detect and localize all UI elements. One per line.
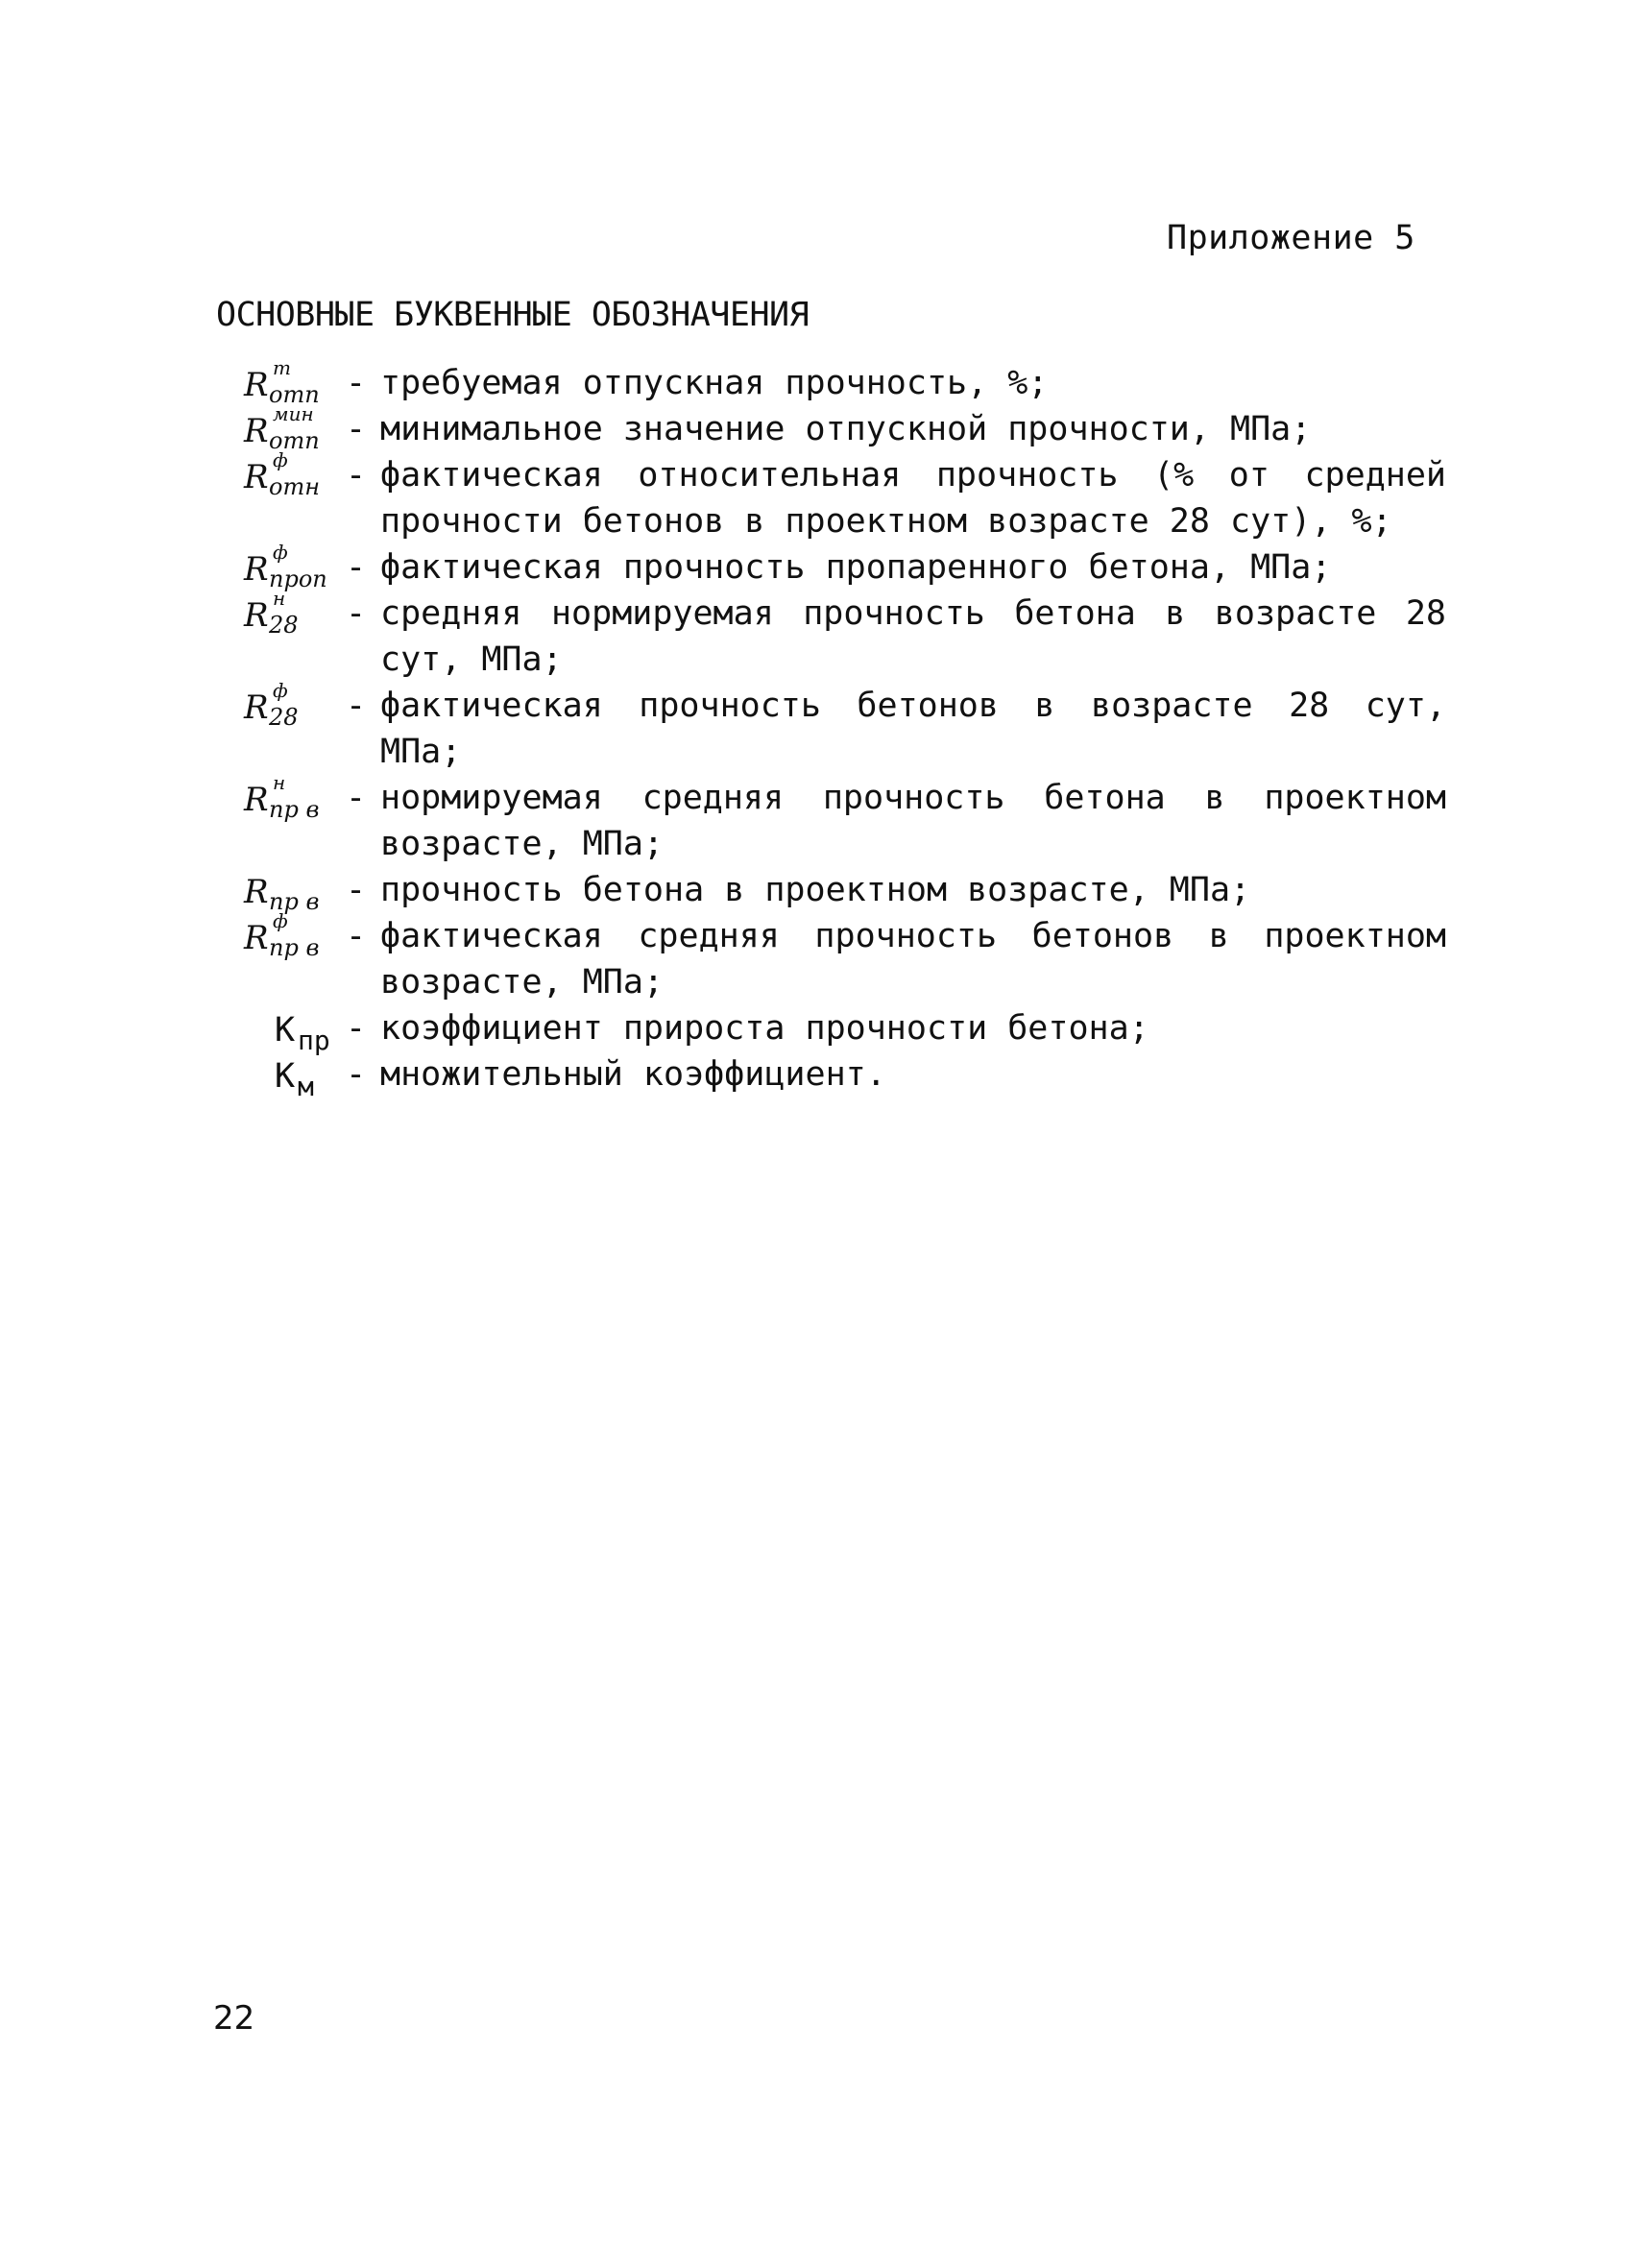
symbol-subscript: пр в <box>269 796 320 823</box>
symbol <box>240 1005 346 1056</box>
symbol-base: R <box>244 596 269 635</box>
symbol-subscript: пр в <box>269 934 320 961</box>
section-heading: ОСНОВНЫЕ БУКВЕННЫЕ ОБОЗНАЧЕНИЯ <box>216 296 810 334</box>
symbol-superscript: мин <box>273 402 314 425</box>
symbol <box>240 867 346 913</box>
definition-row <box>240 356 1488 408</box>
dash: - <box>346 594 367 633</box>
dash: - <box>346 456 367 495</box>
definition-text: требуемая отпускная прочность, %; <box>380 364 1049 402</box>
symbol-subscript: пр <box>298 1025 330 1056</box>
symbol-subscript: отп <box>269 381 320 408</box>
definition-row <box>240 1005 1488 1056</box>
symbol-subscript: м <box>298 1071 314 1102</box>
symbol-base: R <box>244 550 269 589</box>
symbol-superscript: н <box>273 771 286 794</box>
dash: - <box>346 1009 367 1048</box>
symbol-superscript: ф <box>273 909 288 932</box>
definitions-list <box>240 356 1488 1102</box>
symbol-base: R <box>244 873 269 911</box>
symbol <box>240 679 346 731</box>
symbol <box>240 448 346 500</box>
symbol-superscript: ф <box>273 679 288 702</box>
symbol-subscript: отп <box>269 427 320 454</box>
symbol <box>240 1051 346 1102</box>
symbol-base: К <box>275 1011 296 1050</box>
symbol-subscript: проп <box>269 566 327 592</box>
page-number: 22 <box>213 1999 255 2038</box>
definition-row <box>240 402 1488 454</box>
definition-row <box>240 1051 1488 1102</box>
symbol <box>240 356 346 408</box>
symbol-superscript: н <box>273 587 286 610</box>
symbol-subscript: 28 <box>269 704 299 731</box>
symbol <box>240 541 346 592</box>
dash: - <box>346 410 367 448</box>
symbol <box>240 909 346 961</box>
symbol-subscript: отн <box>269 473 321 500</box>
definition-text: множительный коэффициент. <box>380 1055 886 1094</box>
dash: - <box>346 917 367 955</box>
symbol-subscript: 28 <box>269 612 299 639</box>
symbol <box>240 771 346 823</box>
symbol-superscript: ф <box>273 448 288 471</box>
symbol-base: R <box>244 412 269 450</box>
symbol-base: R <box>244 458 269 496</box>
symbol <box>240 587 346 639</box>
dash: - <box>346 364 367 402</box>
dash: - <box>346 779 367 817</box>
symbol-base: R <box>244 919 269 957</box>
definition-text: фактическая прочность бетонов в возрасте 28 сут, МПа; <box>380 687 1446 771</box>
dash: - <box>346 871 367 909</box>
dash: - <box>346 687 367 725</box>
definition-text: средняя нормируемая прочность бетона в возрасте 28 сут, МПа; <box>380 594 1446 679</box>
definition-text: фактическая прочность пропаренного бетона, МПа; <box>380 548 1332 587</box>
definition-text: нормируемая средняя прочность бетона в проектном возрасте, МПа; <box>380 779 1446 863</box>
definition-text: фактическая средняя прочность бетонов в проектном возрасте, МПа; <box>380 917 1446 1001</box>
appendix-label: Приложение 5 <box>1167 219 1415 257</box>
definition-row <box>240 587 1488 683</box>
symbol-base: К <box>275 1057 296 1096</box>
symbol-base: R <box>244 781 269 819</box>
dash: - <box>346 548 367 587</box>
dash: - <box>346 1055 367 1094</box>
definition-text: фактическая относительная прочность (% от средней прочности бетонов в проектном возрасте 28 сут), %; <box>380 456 1446 541</box>
definition-row <box>240 771 1488 867</box>
definition-row <box>240 867 1488 913</box>
symbol-subscript: пр в <box>269 888 320 915</box>
definition-row <box>240 448 1488 544</box>
definition-row <box>240 679 1488 775</box>
symbol-superscript: ф <box>273 541 288 564</box>
definition-text: коэффициент прироста прочности бетона; <box>380 1009 1149 1048</box>
definition-text: минимальное значение отпускной прочности, МПа; <box>380 410 1312 448</box>
symbol-superscript: т <box>273 356 291 379</box>
definition-text: прочность бетона в проектном возрасте, МПа; <box>380 871 1251 909</box>
definition-row <box>240 909 1488 1005</box>
symbol-base: R <box>244 688 269 727</box>
symbol-base: R <box>244 366 269 404</box>
definition-row <box>240 541 1488 592</box>
symbol <box>240 402 346 454</box>
